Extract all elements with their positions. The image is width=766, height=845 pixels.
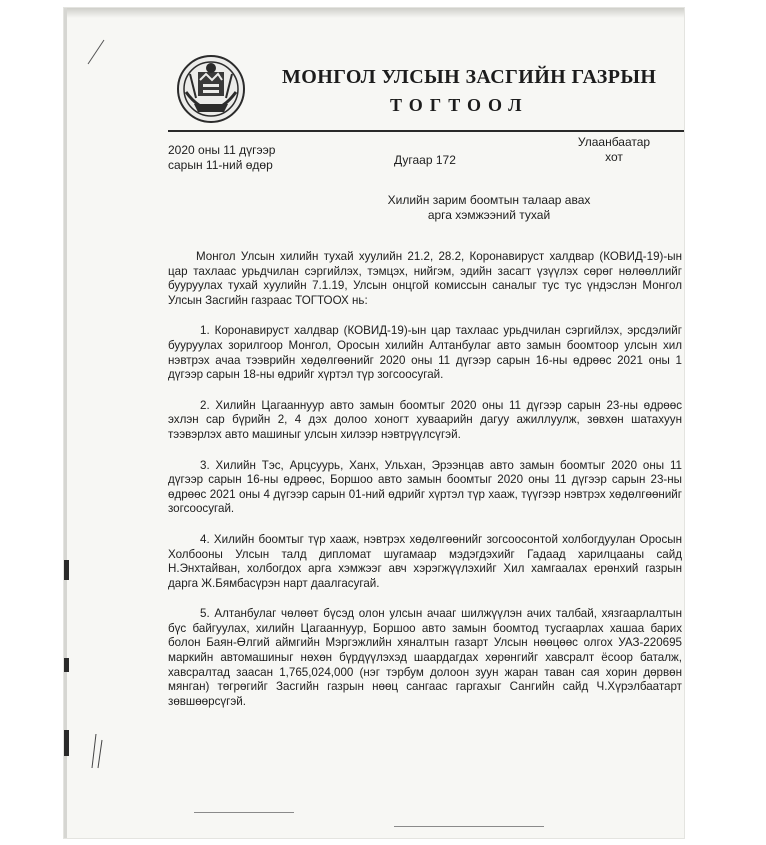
page-top-edge xyxy=(64,8,684,18)
document-page xyxy=(64,8,684,838)
date-line-1: 2020 оны 11 дүгээр xyxy=(168,143,276,157)
preamble-paragraph: Монгол Улсын хилийн тухай хуулийн 21.2, 28.2, Коронавируст халдвар (КОВИД-19)-ын цар тахлаас урьдчилан сэргийлэх, тэмцэх, нийгэм, эдийн засагт үзүүлэх сөрөг нөлөөллийг бууруулах тухай хуулийн 7.1.19, Улсын онцгой комиссын саналыг тус тус үндэслэн Монгол Улсын Засгийн газраас ТОГТООХ нь: xyxy=(168,250,682,307)
date-line-2: сарын 11-ний өдөр xyxy=(168,158,273,172)
header-rule xyxy=(168,130,684,132)
place-line-1: Улаанбаатар xyxy=(577,135,651,149)
faint-footer-mark xyxy=(194,812,294,813)
scan-edge-mark xyxy=(64,560,69,580)
faint-footer-mark xyxy=(394,826,544,827)
pen-mark-bottom xyxy=(86,730,108,770)
resolution-title: ТОГТООЛ xyxy=(390,95,529,115)
place-line-2: хот xyxy=(605,150,623,164)
resolution-number: Дугаар 172 xyxy=(394,153,456,167)
resolution-body xyxy=(168,250,682,725)
clause-1-paragraph: 1. Коронавируст халдвар (КОВИД-19)-ын цар тахлаас урьдчилан сэргийлэх, эрсдэлийг бууруулах зорилгоор Монгол, Оросын хилийн Алтанбулаг авто замын боомтоор улсын хил нэвтрэх ачаа тээврийн хөдөлгөөнийг 2020 оны 11 дүгээр сарын 16-ны өдрөөс 2021 оны 1 дүгээр сарын 18-ны өдрийг хүртэл түр зогсоосугай. xyxy=(168,324,682,382)
subject-line-1: Хилийн зарим боомтын талаар авах xyxy=(387,193,591,207)
subject-line-2: арга хэмжээний тухай xyxy=(427,208,551,222)
resolution-subject xyxy=(374,193,604,223)
resolution-date xyxy=(168,143,308,173)
clause-2-paragraph: 2. Хилийн Цагааннуур авто замын боомтыг 2020 оны 11 дүгээр сарын 23-ны өдрөөс эхлэн сар бүрийн 2, 4 дэх долоо хоногт хуваарийн дагуу ажиллуулж, зөвхөн шатахуун тээвэрлэх авто машиныг улсын хилээр нэвтрүүлсүгэй. xyxy=(168,398,682,441)
resolution-place xyxy=(574,135,654,165)
pen-mark-top xyxy=(86,38,106,66)
government-title: МОНГОЛ УЛСЫН ЗАСГИЙН ГАЗРЫН xyxy=(282,66,657,88)
state-emblem-icon xyxy=(176,52,246,126)
page-left-edge xyxy=(64,8,67,838)
scan-edge-mark xyxy=(64,658,69,672)
clause-3-paragraph: 3. Хилийн Тэс, Арцсуурь, Ханх, Ульхан, Эрээнцав авто замын боомтыг 2020 оны 11 дүгээр сарын 16-ны өдрөөс, Боршоо авто замын боомтыг 2020 оны 11 дүгээр сарын 23-ны өдрөөс 2021 оны 4 дүгээр сарын 01-ний өдрийг хүртэл түр хааж, түүгээр нэвтрэх хөдөлгөөнийг зогсоосугай. xyxy=(168,458,682,516)
scan-edge-mark xyxy=(64,730,69,756)
clause-4-paragraph: 4. Хилийн боомтыг түр хааж, нэвтрэх хөдөлгөөнийг зогсоосонтой холбогдуулан Оросын Холбооны Улсын талд дипломат шугамаар мэдэгдэхийг Гадаад харилцааны сайд Н.Энхтайван, холбогдох арга хэмжээг авч хэрэгжүүлэхийг Хил хамгаалах ерөнхий газрын дарга Ж.Бямбасүрэн нарт даалгасугай. xyxy=(168,532,682,590)
clause-5-paragraph: 5. Алтанбулаг чөлөөт бүсэд олон улсын ачааг шилжүүлэн ачих талбай, хязгаарлалтын бүс байгуулах, хилийн Цагааннуур, Боршоо авто замын боомтод тусгаарлах хашаа барих болон Баян-Өлгий аймгийн Мэргэжлийн хяналтын газарт Улсын нөөцөөс олгох УАЗ-220695 маркийн автомашиныг нөхөн бүрдүүлэхэд шаардагдах хөрөнгийг хавсралт ёсоор баталж, хавсралтад заасан 1,765,024,000 (нэг тэрбум долоон зуун жаран таван сая хорин дөрвөн мянган) төгрөгийг Засгийн газрын нөөц сангаас гаргахыг Сангийн сайд Ч.Хүрэлбаатарт зөвшөөрсүгэй. xyxy=(168,607,682,708)
